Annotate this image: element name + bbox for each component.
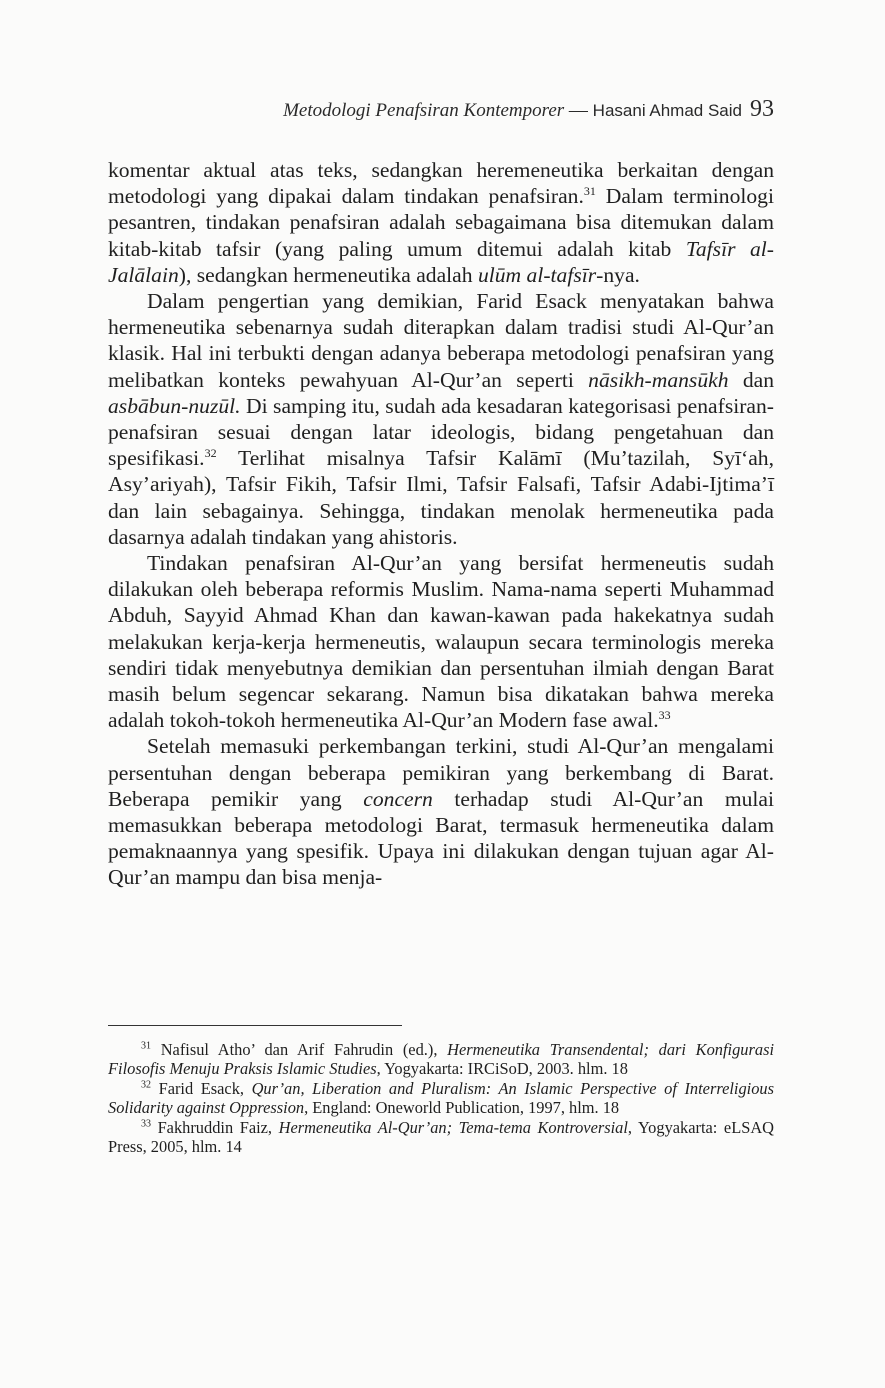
text-run: Tindakan penafsiran Al-Qur’an yang bersifat hermeneutis sudah dilakukan oleh beberapa reformis Muslim. Nama-nama seperti Muhammad Abduh, Sayyid Ahmad Khan dan kawan-kawan pada hakekatnya sudah melakukan kerja-kerja hermeneutis, walaupun secara terminologis mereka sendiri tidak menyebutnya demikian dan persentuhan ilmiah dengan Barat masih belum segencar sekarang. Namun bisa dikatakan bahwa mereka adalah tokoh-tokoh hermeneutika Al-Qur’an Modern fase awal.	[108, 551, 774, 733]
italic-term: asbābun-nuzūl.	[108, 393, 241, 418]
paragraph-2	[108, 288, 774, 550]
body-text	[108, 157, 774, 891]
text-run: komentar aktual atas teks, sedangkan heremeneutika berkaitan dengan metodologi yang dipakai dalam tindakan penafsiran.	[108, 158, 774, 209]
footnote-number: 33	[141, 1118, 151, 1130]
page-number: 93	[750, 96, 774, 122]
text-run: terhadap studi Al-Qur’an mulai memasukkan beberapa metodologi Barat, termasuk hermeneutika dalam pemaknaannya yang spesifik. Upaya ini dilakukan dengan tujuan agar Al-Qur’an mampu dan bisa menja-	[108, 786, 775, 890]
book-title: Hermeneutika Transendental; dari Konfigurasi Filosofis Menuju Praksis Islamic Studies	[108, 1040, 775, 1079]
paragraph-1	[108, 157, 774, 288]
book-title: Qur’an, Liberation and Pluralism: An Islamic Perspective of Interreligious Solidarity against Oppression	[108, 1078, 774, 1118]
text-run: , Yogyakarta: IRCiSoD, 2003. hlm. 18	[376, 1059, 628, 1079]
text-run: ), sedangkan hermeneutika adalah	[178, 262, 478, 287]
text-run: -nya.	[596, 262, 640, 287]
italic-term: ulūm al-tafsīr	[477, 262, 597, 287]
text-run: , England: Oneworld Publication, 1997, hlm. 18	[304, 1098, 620, 1118]
footnote-ref-32: 32	[204, 446, 217, 461]
text-run: Terlihat misalnya Tafsir Kalāmī (Mu’tazilah, Syī‘ah, Asy’ariyah), Tafsir Fikih, Tafsir Ilmi, Tafsir Falsafi, Tafsir Adabi-Ijtima’ī dan lain sebagainya. Sehingga, tindakan menolak hermeneutika pada dasarnya adalah tindakan yang ahistoris.	[108, 446, 774, 549]
book-title: Hermeneutika Al-Qur’an; Tema-tema Kontroversial	[278, 1117, 628, 1137]
text-run: Dalam pengertian yang demikian, Farid Esack menyatakan bahwa hermeneutika sebenarnya sudah diterapkan dalam tradisi studi Al-Qur’an klasik. Hal ini terbukti dengan adanya beberapa metodologi penafsiran yang melibatkan konteks pewahyuan Al-Qur’an seperti	[108, 289, 774, 392]
running-title: Metodologi Penafsiran Kontemporer	[283, 100, 565, 121]
footnote-32	[108, 1079, 774, 1118]
text-run: Fakhruddin Faiz,	[151, 1117, 279, 1137]
italic-term: Tafsīr al-Jalālain	[108, 236, 774, 287]
footnote-divider	[108, 1025, 402, 1026]
italic-term: concern	[363, 786, 433, 811]
running-author: Hasani Ahmad Said	[592, 101, 742, 120]
text-run: , Yogyakarta: eLSAQ Press, 2005, hlm. 14	[108, 1117, 774, 1157]
text-run: Setelah memasuki perkembangan terkini, studi Al-Qur’an mengalami persentuhan dengan beberapa pemikiran yang berkembang di Barat. Beberapa pemikir yang	[108, 734, 774, 811]
text-run: dan	[728, 367, 774, 392]
footnote-number: 31	[141, 1040, 151, 1052]
running-header	[108, 96, 774, 124]
footnote-ref-33: 33	[658, 708, 671, 723]
text-run: Dalam terminologi pesantren, tindakan penafsiran adalah sebagaimana bisa ditemukan dalam kitab-kitab tafsir (yang paling umum ditemui adalah kitab	[108, 184, 774, 261]
header-separator: —	[564, 100, 593, 121]
paragraph-3	[108, 550, 774, 733]
footnote-31	[108, 1040, 774, 1079]
footnotes	[108, 1040, 774, 1156]
text-run: Nafisul Atho’ dan Arif Fahrudin (ed.),	[151, 1040, 448, 1059]
italic-term: nāsikh-mansūkh	[588, 367, 729, 392]
footnote-33	[108, 1118, 774, 1157]
footnote-number: 32	[141, 1079, 151, 1091]
text-run: Di samping itu, sudah ada kesadaran kategorisasi penafsiran-penafsiran sesuai dengan latar ideologis, bidang pengetahuan dan spesifikasi.	[108, 393, 774, 471]
text-run: Farid Esack,	[151, 1078, 252, 1098]
paragraph-4	[108, 733, 774, 890]
footnote-ref-31: 31	[583, 184, 596, 199]
